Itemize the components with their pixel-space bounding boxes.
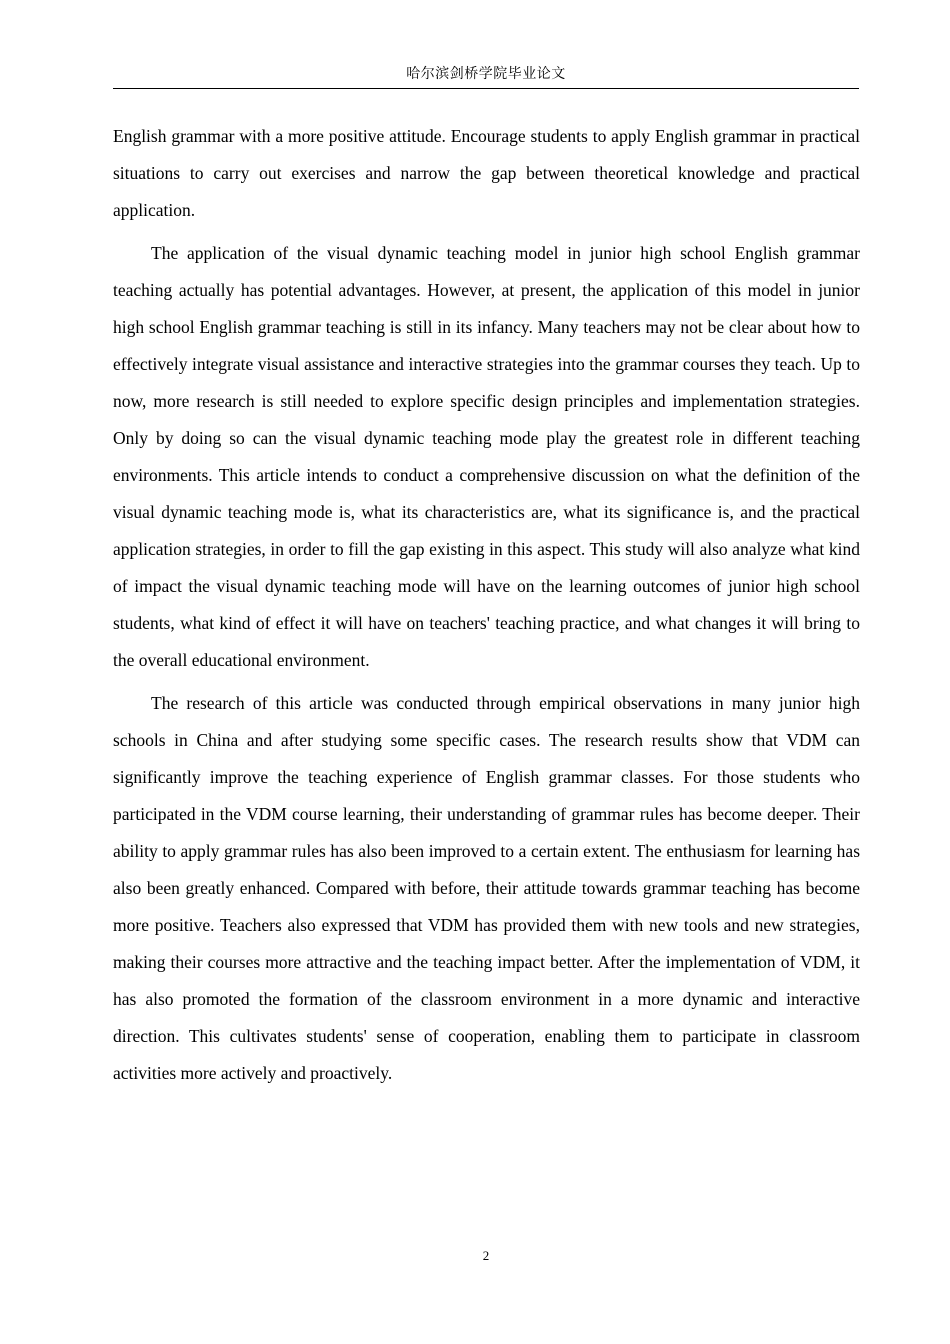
paragraph-continuation: English grammar with a more positive attitude. Encourage students to apply English grammar in practical situations to carry out exercises and narrow the gap between theoretical knowledge and practical application. bbox=[113, 126, 860, 220]
body-text bbox=[113, 118, 860, 1098]
paragraph: The research of this article was conducted through empirical observations in many junior high schools in China and after studying some specific cases. The research results show that VDM can significantly improve the teaching experience of English grammar classes. For those students who participated in the VDM course learning, their understanding of grammar rules has become deeper. Their ability to apply grammar rules has also been improved to a certain extent. The enthusiasm for learning has also been greatly enhanced. Compared with before, their attitude towards grammar teaching has become more positive. Teachers also expressed that VDM has provided them with new tools and new strategies, making their courses more attractive and the teaching impact better. After the implementation of VDM, it has also promoted the formation of the classroom environment in a more dynamic and interactive direction. This cultivates students' sense of cooperation, enabling them to participate in classroom activities more actively and proactively. bbox=[113, 693, 860, 1083]
paragraph: The application of the visual dynamic teaching model in junior high school English grammar teaching actually has potential advantages. However, at present, the application of this model in junior high school English grammar teaching is still in its infancy. Many teachers may not be clear about how to effectively integrate visual assistance and interactive strategies into the grammar courses they teach. Up to now, more research is still needed to explore specific design principles and implementation strategies. Only by doing so can the visual dynamic teaching mode play the greatest role in different teaching environments. This article intends to conduct a comprehensive discussion on what the definition of the visual dynamic teaching mode is, what its characteristics are, what its significance is, and the practical application strategies, in order to fill the gap existing in this aspect. This study will also analyze what kind of impact the visual dynamic teaching mode will have on the learning outcomes of junior high school students, what kind of effect it will have on teachers' teaching practice, and what changes it will bring to the overall educational environment. bbox=[113, 243, 860, 670]
header-divider bbox=[113, 88, 859, 89]
running-header: 哈尔滨剑桥学院毕业论文 bbox=[406, 67, 566, 82]
page-number: 2 bbox=[482, 1248, 490, 1263]
